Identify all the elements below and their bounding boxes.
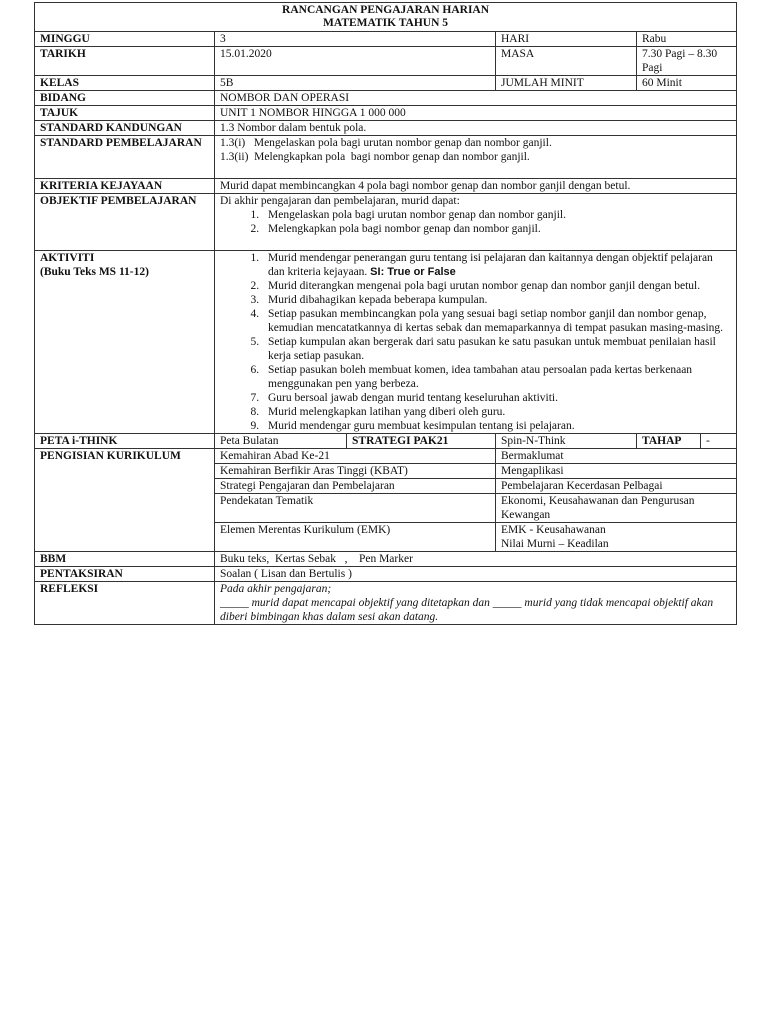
value-pentaksiran: Soalan ( Lisan dan Bertulis ): [215, 567, 737, 582]
value-minggu: 3: [215, 32, 496, 47]
row-tajuk: [35, 106, 737, 121]
label-kelas: KELAS: [35, 76, 215, 91]
label-strategi-pak21: STRATEGI PAK21: [347, 434, 496, 449]
header-cell: [35, 3, 737, 32]
si-badge: SI: True or False: [370, 266, 456, 278]
pengisian-right: Mengaplikasi: [496, 464, 737, 479]
lesson-plan-sheet: [34, 2, 736, 625]
label-jumlah-minit: JUMLAH MINIT: [496, 76, 637, 91]
lesson-plan-table: [34, 2, 737, 625]
label-pengisian-kurikulum: PENGISIAN KURIKULUM: [35, 449, 215, 552]
value-tajuk: UNIT 1 NOMBOR HINGGA 1 000 000: [215, 106, 737, 121]
row-standard-pembelajaran: [35, 136, 737, 179]
value-tahap: -: [706, 435, 710, 447]
value-hari: Rabu: [637, 32, 737, 47]
pengisian-right-2: Nilai Murni – Keadilan: [501, 538, 609, 550]
pengisian-right: EMK - Keusahawanan: [501, 524, 606, 536]
row-bbm: [35, 552, 737, 567]
label-bidang: BIDANG: [35, 91, 215, 106]
row-objektif: [35, 194, 737, 251]
value-bidang: NOMBOR DAN OPERASI: [215, 91, 737, 106]
pengisian-left: Kemahiran Berfikir Aras Tinggi (KBAT): [215, 464, 496, 479]
row-bidang: [35, 91, 737, 106]
value-masa: 7.30 Pagi – 8.30 Pagi: [637, 47, 737, 76]
label-standard-pembelajaran: STANDARD PEMBELAJARAN: [35, 136, 215, 179]
document-title: RANCANGAN PENGAJARAN HARIAN: [282, 4, 490, 16]
aktiviti-item: 8. Murid melengkapkan latihan yang diberi oleh guru.: [262, 405, 731, 419]
label-bbm: BBM: [35, 552, 215, 567]
value-kriteria-kejayaan: Murid dapat membincangkan 4 pola bagi nombor genap dan nombor ganjil dengan betul.: [215, 179, 737, 194]
value-tarikh: 15.01.2020: [215, 47, 496, 76]
row-kriteria-kejayaan: [35, 179, 737, 194]
label-aktiviti-cell: [35, 251, 215, 434]
label-tarikh: TARIKH: [35, 47, 215, 76]
pengisian-left: Kemahiran Abad Ke-21: [215, 449, 496, 464]
value-objektif: [215, 194, 737, 251]
pengisian-left: Pendekatan Tematik: [215, 494, 496, 523]
aktiviti-item-text: Murid mendengar penerangan guru tentang isi pelajaran dan kaitannya dengan objektif pelajaran dan kriteria kejayaan.: [268, 252, 713, 278]
aktiviti-item: [262, 251, 731, 279]
pengisian-left: Elemen Merentas Kurikulum (EMK): [215, 523, 496, 552]
refleksi-line-1: Pada akhir pengajaran;: [220, 583, 332, 595]
aktiviti-item: 9. Murid mendengar guru membuat kesimpulan tentang isi pelajaran.: [262, 419, 731, 433]
row-standard-kandungan: [35, 121, 737, 136]
header-row: [35, 3, 737, 32]
row-tarikh: [35, 47, 737, 76]
value-jumlah-minit: 60 Minit: [637, 76, 737, 91]
value-kelas: 5B: [215, 76, 496, 91]
standard-item-2: 1.3(ii) Melengkapkan pola bagi nombor genap dan nombor ganjil.: [220, 151, 530, 163]
value-bbm: Buku teks, Kertas Sebak , Pen Marker: [215, 552, 737, 567]
document-subtitle: MATEMATIK TAHUN 5: [323, 17, 449, 29]
standard-item-1: 1.3(i) Mengelaskan pola bagi urutan nombor genap dan nombor ganjil.: [220, 137, 552, 149]
label-tahap: TAHAP: [637, 434, 701, 448]
label-hari: HARI: [496, 32, 637, 47]
label-peta-ithink: PETA i-THINK: [35, 434, 215, 449]
aktiviti-item: 3. Murid dibahagikan kepada beberapa kumpulan.: [262, 293, 731, 307]
pengisian-right: Bermaklumat: [496, 449, 737, 464]
tahap-cell: [637, 434, 737, 449]
row-refleksi: [35, 582, 737, 625]
label-masa: MASA: [496, 47, 637, 76]
aktiviti-list: [220, 251, 731, 433]
value-standard-pembelajaran: [215, 136, 737, 179]
label-kriteria-kejayaan: KRITERIA KEJAYAAN: [35, 179, 215, 194]
objektif-item: 2. Melengkapkan pola bagi nombor genap dan nombor ganjil.: [262, 222, 731, 236]
value-strategi-pak21: Spin-N-Think: [496, 434, 637, 449]
aktiviti-item: 4. Setiap pasukan membincangkan pola yang sesuai bagi setiap nombor ganjil dan nombor genap, kemudian mencatatkannya di kertas sebak dan memaparkannya di tempat pasukan masing-masing.: [262, 307, 731, 335]
label-aktiviti: AKTIVITI: [40, 252, 95, 264]
objektif-list: [220, 208, 731, 236]
label-tajuk: TAJUK: [35, 106, 215, 121]
value-aktiviti: [215, 251, 737, 434]
aktiviti-item: 7. Guru bersoal jawab dengan murid tentang keseluruhan aktiviti.: [262, 391, 731, 405]
objektif-item: 1. Mengelaskan pola bagi urutan nombor genap dan nombor ganjil.: [262, 208, 731, 222]
pengisian-left: Strategi Pengajaran dan Pembelajaran: [215, 479, 496, 494]
label-aktiviti-buku-teks: (Buku Teks MS 11-12): [40, 266, 149, 278]
row-pengisian: [35, 449, 737, 464]
value-standard-kandungan: 1.3 Nombor dalam bentuk pola.: [215, 121, 737, 136]
label-objektif: OBJEKTIF PEMBELAJARAN: [35, 194, 215, 251]
pengisian-right: Ekonomi, Keusahawanan dan Pengurusan Kewangan: [496, 494, 737, 523]
value-peta-ithink: Peta Bulatan: [215, 434, 347, 449]
label-refleksi: REFLEKSI: [35, 582, 215, 625]
row-aktiviti: [35, 251, 737, 434]
objektif-intro: Di akhir pengajaran dan pembelajaran, murid dapat:: [220, 195, 460, 207]
aktiviti-item: 2. Murid diterangkan mengenai pola bagi urutan nombor genap dan nombor ganjil dengan betul.: [262, 279, 731, 293]
aktiviti-item: 6. Setiap pasukan boleh membuat komen, idea tambahan atau persoalan pada kertas berkenaan menggunakan pen yang berbeza.: [262, 363, 731, 391]
row-minggu: [35, 32, 737, 47]
pengisian-right-cell: [496, 523, 737, 552]
label-minggu: MINGGU: [35, 32, 215, 47]
aktiviti-item: 5. Setiap kumpulan akan bergerak dari satu pasukan ke satu pasukan untuk membuat penilaian hasil kerja setiap pasukan.: [262, 335, 731, 363]
pengisian-right: Pembelajaran Kecerdasan Pelbagai: [496, 479, 737, 494]
label-standard-kandungan: STANDARD KANDUNGAN: [35, 121, 215, 136]
label-pentaksiran: PENTAKSIRAN: [35, 567, 215, 582]
value-refleksi: [215, 582, 737, 625]
row-pentaksiran: [35, 567, 737, 582]
refleksi-line-2: _____ murid dapat mencapai objektif yang ditetapkan dan _____ murid yang tidak mencapai objektif akan diberi bimbingan khas dalam sesi akan datang.: [220, 597, 714, 623]
row-peta-ithink: [35, 434, 737, 449]
row-kelas: [35, 76, 737, 91]
